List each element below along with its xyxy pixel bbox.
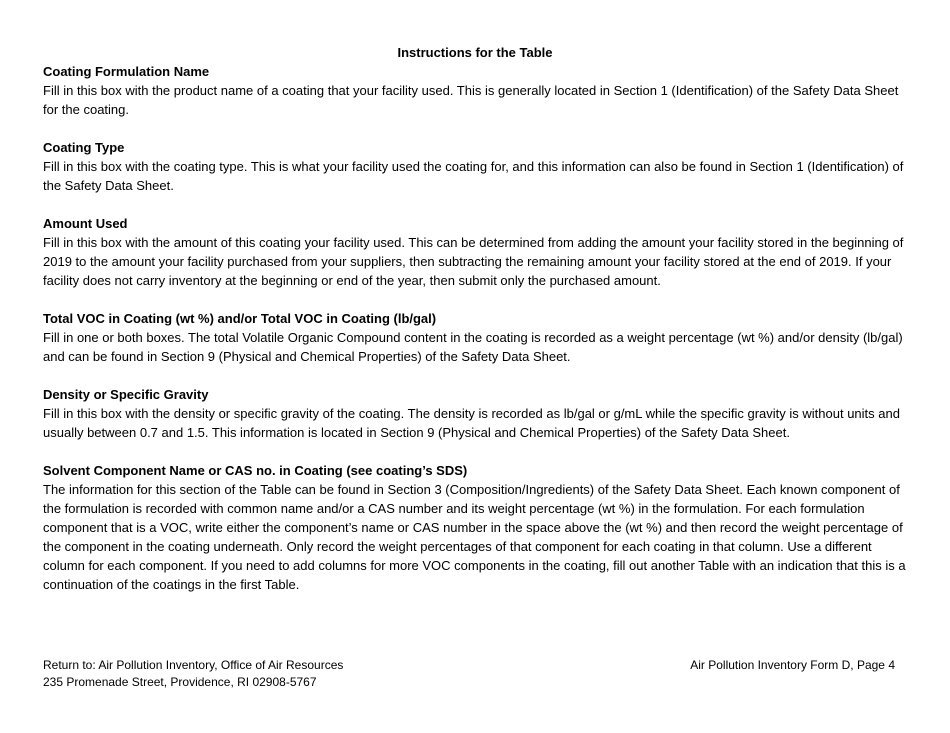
footer-return-line: Return to: Air Pollution Inventory, Office of Air Resources [43,658,344,672]
section-solvent-component [43,461,909,594]
section-body: Fill in one or both boxes. The total Volatile Organic Compound content in the coating is recorded as a weight percentage (wt %) and/or density (lb/gal) and can be found in Section 9 (Physical and Chemical Properties) of the Safety Data Sheet. [43,330,903,364]
section-density-specific-gravity [43,385,909,442]
page-title: Instructions for the Table [397,45,553,60]
section-coating-type [43,138,909,195]
section-heading: Coating Formulation Name [43,64,210,79]
footer-return-address [43,657,343,691]
instructions-content [43,62,909,613]
section-body: The information for this section of the Table can be found in Section 3 (Composition/Ingredients) of the Safety Data Sheet. Each known component of the formulation is recorded with common name and/or a CAS number and its weight percentage (wt %) in the formulation. For each formulation component that is a VOC, write either the component’s name or CAS number in the space above the (wt %) and then record the weight percentage of the component in the coating underneath. Only record the weight percentages of that component for each coating in that column. Use a different column for each component. If you need to add columns for more VOC components in the coating, fill out another Table with an indication that this is a continuation of the coatings in the first Table. [43,482,906,592]
footer-address-line: 235 Promenade Street, Providence, RI 02908-5767 [43,675,317,689]
section-heading: Amount Used [43,216,128,231]
section-body: Fill in this box with the amount of this coating your facility used. This can be determined from adding the amount your facility stored in the beginning of 2019 to the amount your facility purchased from your suppliers, then subtracting the remaining amount your facility stored at the end of 2019. If your facility does not carry inventory at the beginning or end of the year, then submit only the purchased amount. [43,235,904,288]
section-body: Fill in this box with the coating type. This is what your facility used the coating for, and this information can also be found in Section 1 (Identification) of the Safety Data Sheet. [43,159,904,193]
section-heading: Coating Type [43,140,125,155]
section-total-voc [43,309,909,366]
footer-page-label: Air Pollution Inventory Form D, Page 4 [690,658,895,672]
section-heading: Solvent Component Name or CAS no. in Coating (see coating’s SDS) [43,463,468,478]
section-amount-used [43,214,909,290]
section-heading: Density or Specific Gravity [43,387,209,402]
section-heading: Total VOC in Coating (wt %) and/or Total VOC in Coating (lb/gal) [43,311,437,326]
section-coating-formulation-name [43,62,909,119]
section-body: Fill in this box with the product name of a coating that your facility used. This is generally located in Section 1 (Identification) of the Safety Data Sheet for the coating. [43,83,899,117]
section-body: Fill in this box with the density or specific gravity of the coating. The density is recorded as lb/gal or g/mL while the specific gravity is without units and usually between 0.7 and 1.5. This information is located in Section 9 (Physical and Chemical Properties) of the Safety Data Sheet. [43,406,900,440]
